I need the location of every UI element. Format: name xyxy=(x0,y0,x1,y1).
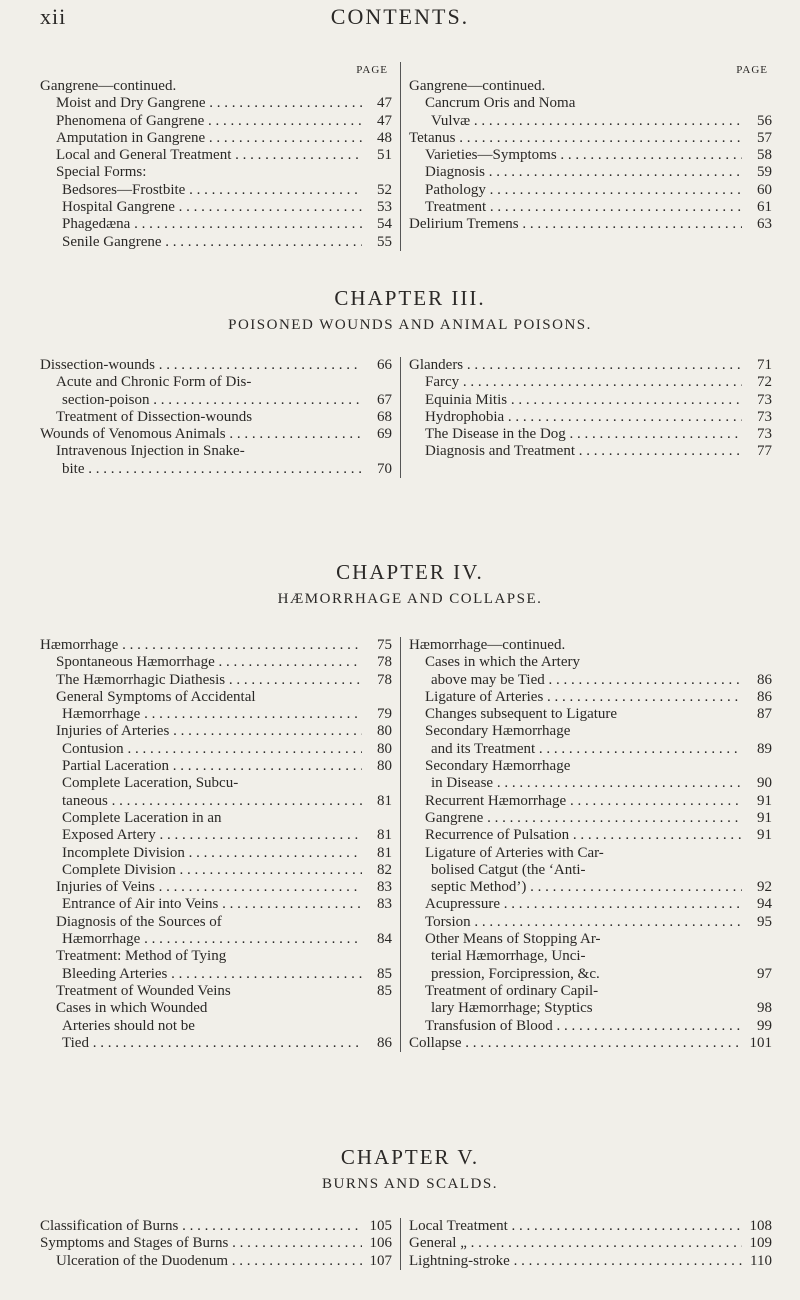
toc-entry-title: Pathology . . . xyxy=(409,182,742,199)
toc-entry xyxy=(409,357,772,374)
toc-entry-page: 55 xyxy=(377,233,392,250)
toc-entry-title: Symptoms and Stages of Burns . . . xyxy=(40,1235,362,1252)
toc-entry-title: Cases in which Wounded xyxy=(56,1000,208,1017)
toc-entry-title: Changes subsequent to Ligature xyxy=(425,706,618,723)
toc-entry xyxy=(409,1035,772,1052)
toc-entry xyxy=(40,706,392,723)
toc-entry-page: 81 xyxy=(377,844,392,861)
toc-entry-title: The Disease in the Dog . . . xyxy=(409,426,742,443)
toc-entry-title: Tied . . . xyxy=(40,1035,362,1052)
toc-entry xyxy=(409,1000,772,1017)
toc-entry-title: in Disease . . . xyxy=(409,775,742,792)
toc-column-right xyxy=(400,62,780,251)
toc-column-right xyxy=(400,637,780,1052)
toc-entry xyxy=(40,1018,392,1035)
toc-entry-title: Diagnosis and Treatment . . . xyxy=(409,443,742,460)
toc-entry xyxy=(409,130,772,147)
toc-entry xyxy=(409,374,772,391)
toc-entry xyxy=(409,1235,772,1252)
toc-entry-title: Diagnosis of the Sources of xyxy=(56,913,222,930)
toc-entry xyxy=(40,147,392,164)
toc-entry xyxy=(40,78,392,95)
toc-entry-title: Moist and Dry Gangrene . . . xyxy=(40,95,362,112)
toc-entry-page: 52 xyxy=(377,181,392,198)
toc-entry-title: Hæmorrhage—continued. xyxy=(409,637,566,653)
toc-entry-page: 73 xyxy=(757,391,772,408)
toc-entry-page: 110 xyxy=(750,1252,772,1269)
toc-entry-page: 94 xyxy=(757,896,772,913)
toc-column-left xyxy=(40,1218,400,1270)
toc-entry-page: 86 xyxy=(377,1034,392,1051)
toc-entry xyxy=(40,672,392,689)
toc-entry-page: 72 xyxy=(757,374,772,391)
toc-entry-title: Secondary Hæmorrhage xyxy=(425,758,571,775)
toc-entry-page: 79 xyxy=(377,706,392,723)
toc-entry-page: 81 xyxy=(377,827,392,844)
toc-entry-page: 56 xyxy=(757,112,772,129)
toc-entry-page: 80 xyxy=(377,740,392,757)
toc-entry-title: section-poison . . . xyxy=(40,392,362,409)
page-column-label: PAGE xyxy=(736,64,768,76)
toc-entry xyxy=(409,182,772,199)
chapter-subtitle: POISONED WOUNDS AND ANIMAL POISONS. xyxy=(228,317,592,333)
toc-entry xyxy=(40,1235,392,1252)
toc-entry-page: 86 xyxy=(757,688,772,705)
toc-entry xyxy=(409,654,772,671)
toc-entry-title: Varieties—Symptoms . . . xyxy=(409,147,742,164)
toc-entry-title: Ligature of Arteries . . . xyxy=(409,689,742,706)
toc-entry-title: pression, Forcipression, &c. xyxy=(431,965,600,982)
toc-entry xyxy=(40,1035,392,1052)
toc-entry xyxy=(409,672,772,689)
toc-entry xyxy=(40,948,392,965)
toc-entry xyxy=(409,113,772,130)
toc-entry-title: Treatment . . . xyxy=(409,199,742,216)
toc-entry-page xyxy=(742,758,772,775)
toc-entry-page: 54 xyxy=(377,216,392,233)
toc-entry-title: Treatment of ordinary Capil- xyxy=(425,982,599,999)
toc-entry-title: Bleeding Arteries . . . xyxy=(40,966,362,983)
toc-entry-title: Wounds of Venomous Animals . . . xyxy=(40,426,362,443)
toc-entry-title: Tetanus . . . xyxy=(409,130,742,147)
toc-entry-page: 71 xyxy=(757,357,772,373)
toc-entry-title: septic Method’) . . . xyxy=(409,879,742,896)
toc-entry-page: 73 xyxy=(757,426,772,443)
toc-entry-page: 75 xyxy=(377,637,392,653)
toc-entry-page xyxy=(742,931,772,948)
toc-entry-page: 92 xyxy=(757,879,772,896)
toc-entry xyxy=(40,931,392,948)
toc-entry-title: Transfusion of Blood . . . xyxy=(409,1018,742,1035)
toc-entry-title: Hæmorrhage . . . xyxy=(40,931,362,948)
toc-column-left xyxy=(40,62,400,251)
toc-entry-page xyxy=(362,164,392,181)
toc-entry-title: Hydrophobia . . . xyxy=(409,409,742,426)
toc-entry-title: Cancrum Oris and Noma xyxy=(425,95,576,112)
toc-entry-title: Hospital Gangrene . . . xyxy=(40,199,362,216)
toc-entry xyxy=(409,637,772,654)
toc-entry xyxy=(40,113,392,130)
toc-entry-title: Hæmorrhage . . . xyxy=(40,706,362,723)
toc-entry-page: 97 xyxy=(757,965,772,982)
toc-entry-title: General „ . . . xyxy=(409,1235,742,1252)
toc-entry-page: 101 xyxy=(749,1034,772,1051)
toc-entry-page: 66 xyxy=(377,357,392,373)
toc-entry-title: above may be Tied . . . xyxy=(409,672,742,689)
toc-entry-page xyxy=(742,78,772,95)
toc-entry xyxy=(40,741,392,758)
toc-entry xyxy=(409,775,772,792)
toc-entry-title: Ulceration of the Duodenum . . . xyxy=(40,1253,362,1270)
toc-entry-page: 67 xyxy=(377,391,392,408)
toc-entry xyxy=(409,147,772,164)
toc-entry xyxy=(40,775,392,792)
toc-entry xyxy=(409,966,772,983)
toc-section-chapter-iv xyxy=(40,557,780,1052)
toc-entry-page: 98 xyxy=(757,1000,772,1017)
toc-entry-title: Ligature of Arteries with Car- xyxy=(425,844,604,861)
toc-entry-page: 80 xyxy=(377,723,392,740)
toc-entry xyxy=(40,426,392,443)
toc-entry xyxy=(409,741,772,758)
toc-entry-title: bolised Catgut (the ‘Anti- xyxy=(431,861,586,878)
toc-entry xyxy=(40,182,392,199)
toc-entry-title: and its Treatment . . . xyxy=(409,741,742,758)
toc-entry-page: 91 xyxy=(757,809,772,826)
toc-entry xyxy=(40,793,392,810)
toc-entry xyxy=(409,443,772,460)
toc-entry xyxy=(40,983,392,1000)
toc-entry-page xyxy=(742,983,772,1000)
toc-entry-page: 91 xyxy=(757,792,772,809)
toc-entry xyxy=(40,827,392,844)
toc-entry xyxy=(409,706,772,723)
toc-entry-title: Treatment of Wounded Veins xyxy=(56,982,231,999)
toc-entry-page: 77 xyxy=(757,443,772,460)
toc-column-left xyxy=(40,637,400,1052)
toc-entry-page xyxy=(742,845,772,862)
toc-entry-title: Amputation in Gangrene . . . xyxy=(40,130,362,147)
toc-entry xyxy=(40,1218,392,1235)
toc-entry-title: Lightning-stroke . . . xyxy=(409,1253,742,1270)
toc-entry-title: Acupressure . . . xyxy=(409,896,742,913)
toc-entry-title: Partial Laceration . . . xyxy=(40,758,362,775)
chapter-title: CHAPTER IV. xyxy=(336,560,484,584)
toc-entry-title: Glanders . . . xyxy=(409,357,742,374)
toc-entry-page: 80 xyxy=(377,758,392,775)
toc-entry xyxy=(409,164,772,181)
toc-entry xyxy=(40,758,392,775)
toc-entry-page: 82 xyxy=(377,861,392,878)
toc-entry xyxy=(40,216,392,233)
toc-entry-title: Complete Division . . . xyxy=(40,862,362,879)
toc-entry-title: Local and General Treatment . . . xyxy=(40,147,362,164)
toc-entry-title: Complete Laceration in an xyxy=(62,809,222,826)
toc-entry-page xyxy=(742,723,772,740)
toc-entry-page: 73 xyxy=(757,408,772,425)
toc-entry-title: General Symptoms of Accidental xyxy=(56,688,256,705)
toc-entry-page xyxy=(362,78,392,95)
toc-entry-title: Recurrence of Pulsation . . . xyxy=(409,827,742,844)
toc-entry-title: Torsion . . . xyxy=(409,914,742,931)
toc-entry-page: 109 xyxy=(749,1235,772,1252)
toc-entry xyxy=(40,845,392,862)
toc-entry xyxy=(409,409,772,426)
toc-entry-title: Recurrent Hæmorrhage . . . xyxy=(409,793,742,810)
toc-entry-title: Farcy . . . xyxy=(409,374,742,391)
toc-entry xyxy=(40,896,392,913)
toc-entry xyxy=(409,1218,772,1235)
toc-entry-title: Injuries of Arteries . . . xyxy=(40,723,362,740)
toc-entry xyxy=(40,654,392,671)
toc-entry-page: 47 xyxy=(377,112,392,129)
toc-entry-title: Gangrene . . . xyxy=(409,810,742,827)
toc-entry xyxy=(40,357,392,374)
toc-entry xyxy=(409,948,772,965)
toc-entry-page xyxy=(742,637,772,654)
toc-entry-page xyxy=(362,810,392,827)
toc-entry-page: 63 xyxy=(757,216,772,233)
chapter-title: CHAPTER V. xyxy=(340,1145,480,1169)
toc-entry-title: Delirium Tremens . . . xyxy=(409,216,742,233)
toc-entry xyxy=(40,199,392,216)
toc-entry xyxy=(40,966,392,983)
toc-entry xyxy=(409,1253,772,1270)
toc-entry xyxy=(409,810,772,827)
toc-entry-page: 99 xyxy=(757,1017,772,1034)
toc-entry xyxy=(40,1000,392,1017)
toc-entry-title: Dissection-wounds . . . xyxy=(40,357,362,374)
toc-entry xyxy=(40,810,392,827)
toc-entry xyxy=(40,1253,392,1270)
running-head xyxy=(40,4,760,44)
toc-entry-title: Phenomena of Gangrene . . . xyxy=(40,113,362,130)
toc-entry-title: Spontaneous Hæmorrhage . . . xyxy=(40,654,362,671)
toc-entry xyxy=(40,461,392,478)
toc-entry-title: Acute and Chronic Form of Dis- xyxy=(56,374,252,391)
toc-entry-page: 61 xyxy=(757,199,772,216)
toc-entry-page: 83 xyxy=(377,879,392,896)
toc-entry xyxy=(409,216,772,233)
toc-entry-page: 87 xyxy=(757,706,772,723)
toc-entry-title: Entrance of Air into Veins . . . xyxy=(40,896,362,913)
toc-entry xyxy=(409,758,772,775)
toc-entry-title: terial Hæmorrhage, Unci- xyxy=(431,948,586,965)
toc-entry xyxy=(40,689,392,706)
toc-entry-page xyxy=(362,775,392,792)
toc-entry-page: 107 xyxy=(369,1252,392,1269)
toc-entry xyxy=(40,723,392,740)
toc-entry-title: Diagnosis . . . xyxy=(409,164,742,181)
toc-entry-title: lary Hæmorrhage; Styptics xyxy=(431,1000,593,1017)
chapter-subtitle: HÆMORRHAGE AND COLLAPSE. xyxy=(277,591,543,607)
toc-section-chapter-v xyxy=(40,1142,780,1270)
page-folio: xii xyxy=(40,4,67,29)
toc-entry-page xyxy=(362,689,392,706)
toc-entry-title: Hæmorrhage . . . xyxy=(40,637,362,654)
toc-entry-page xyxy=(362,1000,392,1017)
toc-entry-title: bite . . . xyxy=(40,461,362,478)
toc-entry-page: 105 xyxy=(369,1218,392,1234)
toc-entry-title: taneous . . . xyxy=(40,793,362,810)
toc-entry-title: Treatment of Dissection-wounds xyxy=(56,408,253,425)
toc-entry-page: 58 xyxy=(757,147,772,164)
toc-entry-page xyxy=(362,914,392,931)
toc-column-right xyxy=(400,1218,780,1270)
toc-entry-page xyxy=(362,374,392,391)
toc-entry xyxy=(40,914,392,931)
chapter-title: CHAPTER III. xyxy=(334,286,486,310)
toc-entry xyxy=(40,862,392,879)
toc-entry xyxy=(409,931,772,948)
toc-entry-title: Special Forms: xyxy=(56,164,147,181)
toc-entry xyxy=(409,914,772,931)
toc-entry-page: 70 xyxy=(377,460,392,477)
toc-entry-page: 78 xyxy=(377,671,392,688)
toc-entry-page xyxy=(362,443,392,460)
toc-entry-title: Injuries of Veins . . . xyxy=(40,879,362,896)
toc-entry xyxy=(409,983,772,1000)
toc-entry xyxy=(40,164,392,181)
toc-entry-title: Vulvæ . . . xyxy=(409,113,742,130)
toc-entry-title: Phagedæna . . . xyxy=(40,216,362,233)
toc-entry-title: Complete Laceration, Subcu- xyxy=(62,775,239,792)
toc-entry-page: 108 xyxy=(749,1218,772,1234)
page-column-label: PAGE xyxy=(356,64,388,76)
toc-entry-title: Other Means of Stopping Ar- xyxy=(425,931,601,948)
toc-entry xyxy=(40,879,392,896)
toc-entry xyxy=(40,392,392,409)
toc-column-left xyxy=(40,357,400,478)
toc-entry-page: 48 xyxy=(377,129,392,146)
toc-entry xyxy=(40,443,392,460)
toc-entry-page: 85 xyxy=(377,982,392,999)
toc-entry-title: Collapse . . . xyxy=(409,1035,742,1052)
toc-entry-title: Cases in which the Artery xyxy=(425,654,580,671)
toc-entry xyxy=(409,793,772,810)
toc-entry-title: Bedsores—Frostbite . . . xyxy=(40,182,362,199)
toc-entry-title: Senile Gangrene . . . xyxy=(40,234,362,251)
toc-entry-title: Arteries should not be xyxy=(62,1017,195,1034)
toc-section-gangrene-cont xyxy=(40,62,780,251)
toc-entry-page: 57 xyxy=(757,129,772,146)
toc-section-chapter-iii xyxy=(40,283,780,478)
toc-column-right xyxy=(400,357,780,478)
toc-entry-page: 84 xyxy=(377,931,392,948)
toc-entry xyxy=(40,234,392,251)
toc-entry-page: 81 xyxy=(377,792,392,809)
toc-entry xyxy=(409,879,772,896)
toc-entry xyxy=(409,827,772,844)
toc-entry-title: The Hæmorrhagic Diathesis . . . xyxy=(40,672,362,689)
toc-entry-title: Classification of Burns . . . xyxy=(40,1218,362,1235)
toc-entry-title: Equinia Mitis . . . xyxy=(409,392,742,409)
toc-entry xyxy=(40,130,392,147)
toc-entry-page xyxy=(362,1018,392,1035)
toc-entry xyxy=(409,1018,772,1035)
toc-entry-title: Incomplete Division . . . xyxy=(40,845,362,862)
toc-entry xyxy=(409,199,772,216)
toc-entry-title: Gangrene—continued. xyxy=(40,78,177,94)
toc-entry xyxy=(409,845,772,862)
toc-entry-page: 83 xyxy=(377,896,392,913)
toc-entry-page xyxy=(742,95,772,112)
toc-entry-title: Exposed Artery . . . xyxy=(40,827,362,844)
toc-entry-page: 60 xyxy=(757,181,772,198)
toc-entry-page: 53 xyxy=(377,199,392,216)
toc-entry-title: Local Treatment . . . xyxy=(409,1218,742,1235)
toc-entry xyxy=(40,95,392,112)
toc-entry xyxy=(409,95,772,112)
toc-entry-page: 106 xyxy=(369,1235,392,1252)
toc-entry-page: 95 xyxy=(757,913,772,930)
toc-entry-page: 86 xyxy=(757,671,772,688)
toc-entry-title: Gangrene—continued. xyxy=(409,78,546,94)
toc-entry-title: Contusion . . . xyxy=(40,741,362,758)
running-title: CONTENTS. xyxy=(330,4,470,29)
toc-entry-title: Intravenous Injection in Snake- xyxy=(56,443,245,460)
toc-entry-page: 89 xyxy=(757,740,772,757)
toc-entry xyxy=(409,392,772,409)
toc-entry-page: 51 xyxy=(377,147,392,164)
toc-entry-page: 85 xyxy=(377,965,392,982)
toc-entry xyxy=(409,896,772,913)
toc-entry-page: 78 xyxy=(377,654,392,671)
chapter-subtitle: BURNS AND SCALDS. xyxy=(322,1176,498,1192)
toc-entry-title: Treatment: Method of Tying xyxy=(56,948,227,965)
toc-entry xyxy=(409,78,772,95)
toc-entry xyxy=(409,689,772,706)
toc-entry-page xyxy=(742,862,772,879)
toc-entry xyxy=(40,374,392,391)
toc-entry xyxy=(40,409,392,426)
toc-entry-page xyxy=(362,948,392,965)
toc-entry xyxy=(409,862,772,879)
toc-entry-page: 91 xyxy=(757,827,772,844)
toc-entry-title: Secondary Hæmorrhage xyxy=(425,723,571,740)
toc-entry xyxy=(409,723,772,740)
toc-entry-page: 59 xyxy=(757,164,772,181)
toc-entry-page: 69 xyxy=(377,426,392,443)
toc-entry-page: 68 xyxy=(377,408,392,425)
toc-entry-page xyxy=(742,948,772,965)
toc-entry xyxy=(409,426,772,443)
toc-entry-page: 47 xyxy=(377,95,392,112)
toc-entry-page: 90 xyxy=(757,775,772,792)
toc-entry-page xyxy=(742,654,772,671)
toc-entry xyxy=(40,637,392,654)
